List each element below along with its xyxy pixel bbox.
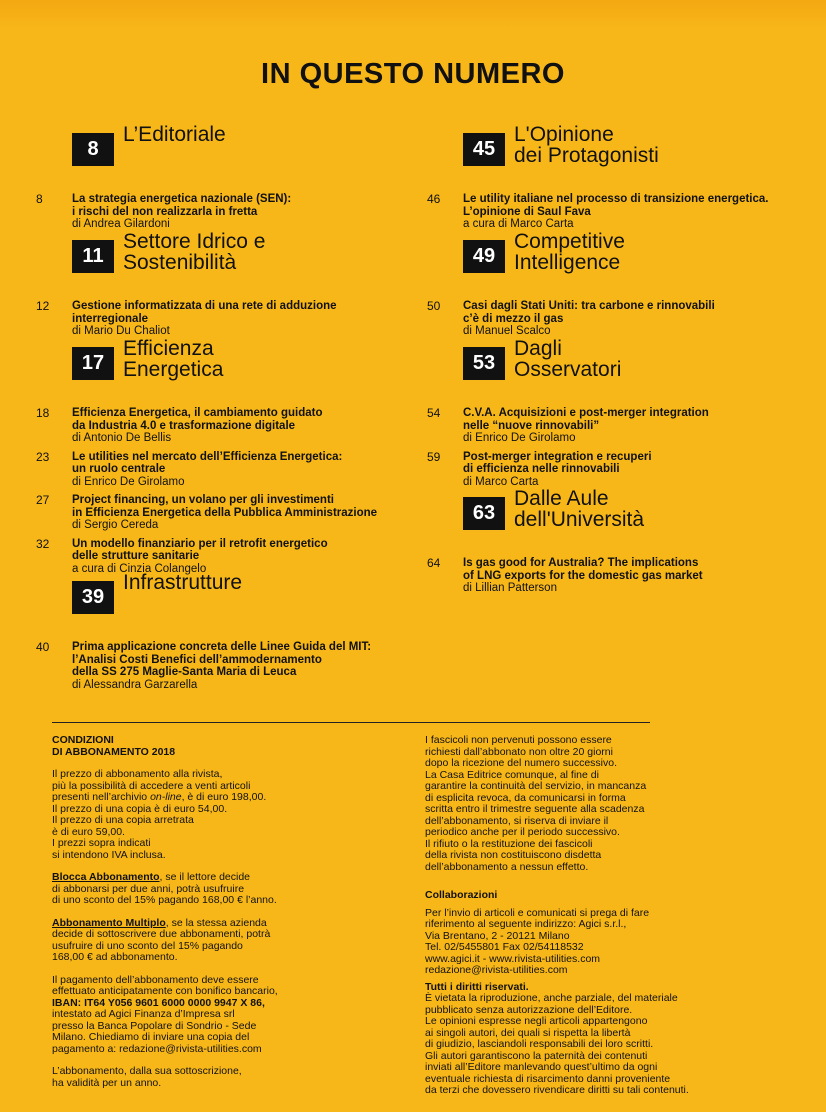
section-number-badge: 63 bbox=[463, 497, 505, 530]
section-title bbox=[123, 124, 226, 145]
section-title bbox=[123, 338, 223, 380]
entry-title: Le utilities nel mercato dell’Efficienza Energetica: un ruolo centrale bbox=[72, 450, 343, 475]
validity-paragraph: L’abbonamento, dalla sua sottoscrizione, ha validità per un anno. bbox=[52, 1065, 242, 1089]
price-text-2: , è di euro 198,00. Il prezzo di una copia è di euro 54,00. Il prezzo di una copia arretrata è di euro 59,00. I prezzi sopra indicati si intendono IVA inclusa. bbox=[52, 791, 267, 861]
section-title-line-1: Infrastrutture bbox=[123, 571, 243, 594]
rights-heading: Tutti i diritti riservati. bbox=[425, 980, 529, 993]
section-header bbox=[463, 487, 703, 557]
section-title bbox=[123, 572, 242, 593]
entry-page-number: 40 bbox=[36, 640, 50, 654]
multiplo-text: , se la stessa azienda decide di sottoscrivere due abbonamenti, potrà usufruire di uno sconto del 15% pagando 168,00 € ad abbonamento. bbox=[52, 916, 271, 963]
section-header bbox=[72, 337, 377, 407]
price-text-1: Il prezzo di abbonamento alla rivista, più la possibilità di accedere a venti articoli presenti nell’archivio bbox=[52, 768, 251, 803]
entry-author: di Alessandra Garzarella bbox=[72, 678, 198, 691]
toc-entry[interactable] bbox=[427, 449, 709, 489]
entry-title: La strategia energetica nazionale (SEN): i rischi del non realizzarla in fretta bbox=[72, 193, 292, 218]
toc-entry[interactable] bbox=[427, 192, 769, 231]
section-opinione bbox=[427, 123, 769, 237]
entry-page-number: 27 bbox=[36, 493, 50, 507]
price-online: on-line bbox=[150, 791, 182, 803]
section-title-line-2: Sostenibilità bbox=[123, 251, 237, 274]
section-title bbox=[123, 231, 265, 273]
payment-text-1: Il pagamento dell’abbonamento deve essere effettuato anticipatamente con bonifico bancario, bbox=[52, 973, 278, 997]
section-number-badge: 39 bbox=[72, 581, 114, 614]
footer-left-column bbox=[52, 735, 382, 1100]
section-osservatori bbox=[427, 337, 709, 494]
toc-entry[interactable] bbox=[427, 556, 703, 595]
section-number-badge: 8 bbox=[72, 133, 114, 166]
entry-title: Gestione informatizzata di una rete di adduzione interregionale bbox=[72, 300, 337, 325]
section-header bbox=[72, 230, 337, 300]
section-title-line-1: Dagli bbox=[514, 337, 562, 360]
blocca-paragraph bbox=[52, 872, 382, 907]
section-efficienza-energetica bbox=[36, 337, 378, 581]
entry-page-number: 32 bbox=[36, 536, 50, 551]
toc-entry[interactable] bbox=[36, 406, 377, 445]
entry-page-number: 50 bbox=[427, 299, 441, 313]
section-title-line-1: Settore Idrico e bbox=[123, 230, 266, 253]
entry-page-number: 23 bbox=[36, 449, 50, 464]
fascicoli-paragraph: I fascicoli non pervenuti possono essere richiesti dall’abbonato non oltre 20 giorni dopo la ricezione del numero successivo. La Casa Editrice comunque, al fine di garantire la continuità del servizio, in mancanza di esplicita revoca, da comunicarsi in forma scritta entro il trimestre seguente alla scadenza dell’abbonamento, si riserva di inviare il periodico anche per il periodo successivo. Il rifiuto o la restituzione dei fascicoli della rivista non costituiscono disdetta dell’abbonamento a nessun effetto. bbox=[425, 734, 647, 873]
toc-entry[interactable] bbox=[36, 640, 372, 691]
entry-author: di Sergio Cereda bbox=[72, 519, 159, 531]
section-title-line-2: Energetica bbox=[123, 358, 224, 381]
entry-title: C.V.A. Acquisizioni e post-merger integration nelle “nuove rinnovabili” bbox=[463, 407, 709, 432]
entry-title: Efficienza Energetica, il cambiamento guidato da Industria 4.0 e trasformazione digitale bbox=[72, 407, 323, 432]
entry-author: di Manuel Scalco bbox=[463, 325, 551, 337]
entry-page-number: 64 bbox=[427, 556, 441, 570]
entry-page-number: 18 bbox=[36, 406, 50, 420]
entry-page-number: 54 bbox=[427, 406, 441, 420]
section-title-line-1: L'Opinione bbox=[514, 123, 614, 146]
section-title bbox=[514, 338, 621, 380]
entry-author: di Lillian Patterson bbox=[463, 582, 557, 594]
payment-text-2: intestato ad Agici Finanza d’Impresa srl presso la Banca Popolare di Sondrio - Sede Milano. Chiediamo di inviare una copia del pagamento a: redazione@rivista-utilities.com bbox=[52, 1008, 262, 1055]
toc-entry[interactable] bbox=[36, 192, 292, 231]
footer-right-column bbox=[425, 735, 755, 1108]
section-header bbox=[72, 571, 371, 641]
iban: IBAN: IT64 Y056 9601 6000 0000 9947 X 86, bbox=[52, 996, 265, 1009]
blocca-text: , se il lettore decide di abbonarsi per due anni, potrà usufruire di uno sconto del 15% pagando 168,00 € l’anno. bbox=[52, 871, 277, 906]
entry-page-number: 12 bbox=[36, 299, 50, 313]
top-band bbox=[0, 0, 826, 30]
entry-title: Le utility italiane nel processo di transizione energetica. L’opinione di Saul Fava bbox=[463, 193, 769, 218]
section-title-line-1: Dalle Aule bbox=[514, 487, 609, 510]
rights-paragraph: È vietata la riproduzione, anche parziale, del materiale pubblicato senza autorizzazione dell’Editore. Le opinioni espresse negli articoli appartengono ai singoli autori, dei quali si rispetta la libertà di giudizio, lasciandoli responsabili dei loro scritti. Gli autori garantiscono la paternità dei contenuti inviati all’Editore manlevando quest’ultimo da ogni eventuale richiesta di risarcimento danni proveniente da terzi che dovessero rivendicare diritti su tali contenuti. bbox=[425, 992, 689, 1096]
section-title-line-1: Efficienza bbox=[123, 337, 214, 360]
entry-page-number: 46 bbox=[427, 192, 441, 206]
entry-author: a cura di Marco Carta bbox=[463, 218, 574, 230]
section-title bbox=[514, 124, 659, 166]
entry-author: di Enrico De Girolamo bbox=[72, 475, 185, 488]
entry-author: di Andrea Gilardoni bbox=[72, 218, 170, 230]
section-title bbox=[514, 231, 625, 273]
section-title bbox=[514, 488, 644, 530]
section-title-line-2: Osservatori bbox=[514, 358, 622, 381]
entry-title: Is gas good for Australia? The implications of LNG exports for the domestic gas market bbox=[463, 557, 703, 582]
payment-paragraph bbox=[52, 975, 382, 1056]
section-title-line-1: L’Editoriale bbox=[123, 123, 226, 146]
toc-entry[interactable] bbox=[36, 536, 377, 576]
entry-title: Un modello finanziario per il retrofit energetico delle strutture sanitarie bbox=[72, 537, 328, 562]
entry-title: Casi dagli Stati Uniti: tra carbone e rinnovabili c’è di mezzo il gas bbox=[463, 300, 715, 325]
entry-author: di Enrico De Girolamo bbox=[463, 432, 576, 444]
toc-entry[interactable] bbox=[36, 493, 378, 532]
section-infrastrutture bbox=[36, 571, 372, 697]
multiplo-label: Abbonamento Multiplo bbox=[52, 916, 166, 929]
multiplo-paragraph bbox=[52, 918, 382, 964]
entry-title: Post-merger integration e recuperi di efficienza nelle rinnovabili bbox=[463, 450, 652, 475]
entry-author: di Antonio De Bellis bbox=[72, 432, 172, 444]
entry-title: Prima applicazione concreta delle Linee Guida del MIT: l’Analisi Costi Benefici dell’ammodernamento della SS 275 Maglie-Santa Maria di Leuca bbox=[72, 641, 372, 678]
section-number-badge: 45 bbox=[463, 133, 505, 166]
price-paragraph bbox=[52, 769, 382, 861]
toc-entry[interactable] bbox=[36, 449, 377, 489]
section-title-line-2: dell'Università bbox=[514, 508, 645, 531]
section-editoriale bbox=[36, 123, 292, 237]
section-number-badge: 49 bbox=[463, 240, 505, 273]
page-title: IN QUESTO NUMERO bbox=[261, 58, 565, 90]
entry-author: a cura di Cinzia Colangelo bbox=[72, 562, 207, 575]
section-number-badge: 11 bbox=[72, 240, 114, 273]
conditions-heading: CONDIZIONI DI ABBONAMENTO 2018 bbox=[52, 734, 176, 758]
entry-page-number: 8 bbox=[36, 192, 43, 206]
entry-title: Project financing, un volano per gli investimenti in Efficienza Energetica della Pubblica Amministrazione bbox=[72, 494, 378, 519]
toc-entry[interactable] bbox=[36, 299, 337, 338]
section-header bbox=[463, 230, 715, 300]
section-universita bbox=[427, 487, 703, 601]
collab-paragraph: Per l’invio di articoli e comunicati si prega di fare riferimento al seguente indirizzo: Agici s.r.l., Via Brentano, 2 - 20121 Milano Tel. 02/5455801 Fax 02/54118532 www.agici.it - www.rivista-utilities.com redazione@rivista-utilities.com bbox=[425, 906, 650, 976]
toc-entry[interactable] bbox=[427, 299, 715, 338]
collab-heading: Collaborazioni bbox=[425, 889, 498, 901]
section-title-line-2: Intelligence bbox=[514, 251, 621, 274]
entry-author: di Mario Du Chaliot bbox=[72, 325, 170, 337]
section-competitive-intelligence bbox=[427, 230, 715, 344]
section-header bbox=[463, 123, 768, 193]
entry-page-number: 59 bbox=[427, 449, 441, 464]
section-number-badge: 53 bbox=[463, 347, 505, 380]
section-number-badge: 17 bbox=[72, 347, 114, 380]
section-settore-idrico bbox=[36, 230, 337, 344]
section-title-line-2: dei Protagonisti bbox=[514, 144, 659, 167]
entry-author: di Marco Carta bbox=[463, 475, 539, 488]
section-header bbox=[463, 337, 709, 407]
footer-divider bbox=[52, 722, 650, 723]
section-header bbox=[72, 123, 291, 193]
toc-entry[interactable] bbox=[427, 406, 709, 445]
section-title-line-1: Competitive bbox=[514, 230, 625, 253]
blocca-label: Blocca Abbonamento bbox=[52, 871, 160, 883]
